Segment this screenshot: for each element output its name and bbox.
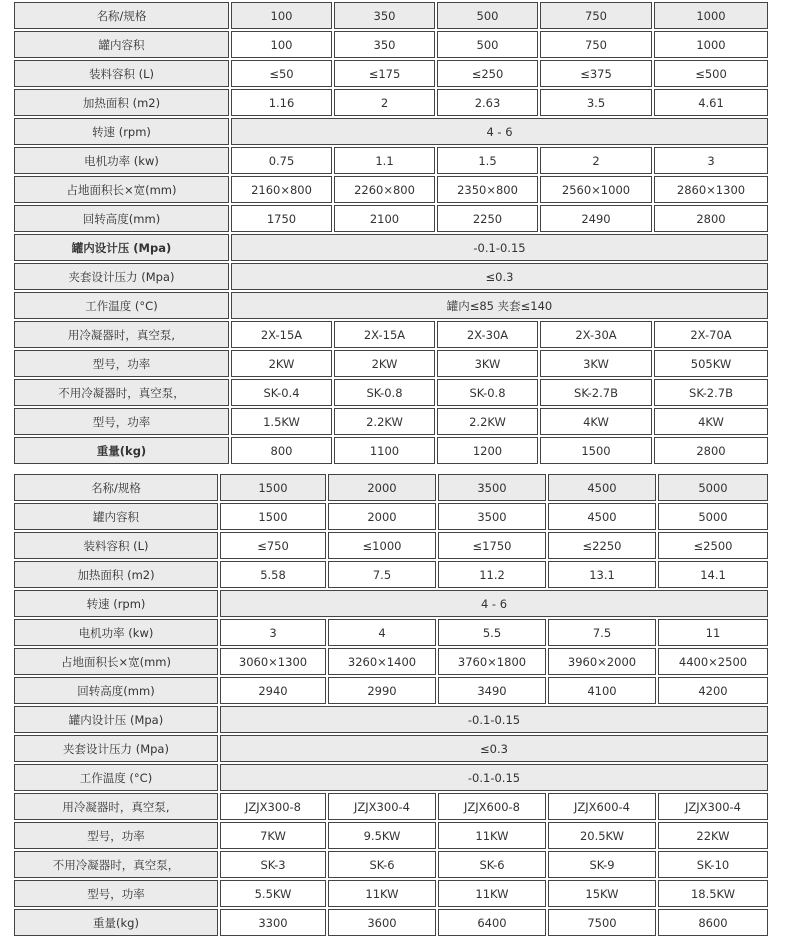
row-label: 用冷凝器时，真空泵, bbox=[14, 321, 229, 348]
value-cell: 2X-70A bbox=[654, 321, 768, 348]
spec-row bbox=[14, 648, 768, 675]
value-cell: JZJX600-4 bbox=[548, 793, 656, 820]
value-cell: ≤2500 bbox=[658, 532, 768, 559]
spanned-value-cell: -0.1-0.15 bbox=[220, 706, 768, 733]
value-cell: 4500 bbox=[548, 503, 656, 530]
row-label: 型号，功率 bbox=[14, 880, 218, 907]
value-cell: 3260×1400 bbox=[328, 648, 436, 675]
spanned-value-cell: 4 - 6 bbox=[220, 590, 768, 617]
value-cell: 500 bbox=[437, 31, 538, 58]
value-cell: 5.5 bbox=[438, 619, 546, 646]
value-cell: ≤375 bbox=[540, 60, 652, 87]
row-label: 罐内容积 bbox=[14, 31, 229, 58]
value-cell: 3KW bbox=[437, 350, 538, 377]
value-cell: 2260×800 bbox=[334, 176, 435, 203]
row-label: 电机功率 (kw) bbox=[14, 147, 229, 174]
spec-row bbox=[14, 2, 768, 29]
value-cell: 2.2KW bbox=[334, 408, 435, 435]
value-cell: 2.2KW bbox=[437, 408, 538, 435]
value-cell: 13.1 bbox=[548, 561, 656, 588]
spec-table-large bbox=[12, 472, 770, 938]
value-cell: 11KW bbox=[328, 880, 436, 907]
value-cell: JZJX600-8 bbox=[438, 793, 546, 820]
value-cell: SK-0.8 bbox=[334, 379, 435, 406]
value-cell: 0.75 bbox=[231, 147, 332, 174]
value-cell: 750 bbox=[540, 2, 652, 29]
value-cell: 1.5 bbox=[437, 147, 538, 174]
value-cell: 2560×1000 bbox=[540, 176, 652, 203]
value-cell: 100 bbox=[231, 31, 332, 58]
value-cell: SK-9 bbox=[548, 851, 656, 878]
value-cell: 7KW bbox=[220, 822, 326, 849]
spanned-value-cell: ≤0.3 bbox=[220, 735, 768, 762]
row-label: 电机功率 (kw) bbox=[14, 619, 218, 646]
value-cell: 4200 bbox=[658, 677, 768, 704]
value-cell: 2KW bbox=[334, 350, 435, 377]
row-label: 占地面积长×宽(mm) bbox=[14, 176, 229, 203]
value-cell: 2000 bbox=[328, 503, 436, 530]
value-cell: SK-6 bbox=[438, 851, 546, 878]
value-cell: SK-2.7B bbox=[654, 379, 768, 406]
row-label: 回转高度(mm) bbox=[14, 205, 229, 232]
spec-table-small-body bbox=[14, 2, 768, 464]
spec-row bbox=[14, 735, 768, 762]
value-cell: 18.5KW bbox=[658, 880, 768, 907]
spec-row bbox=[14, 561, 768, 588]
value-cell: JZJX300-4 bbox=[658, 793, 768, 820]
spanned-value-cell: -0.1-0.15 bbox=[220, 764, 768, 791]
row-label: 回转高度(mm) bbox=[14, 677, 218, 704]
spec-row bbox=[14, 706, 768, 733]
spec-row bbox=[14, 321, 768, 348]
spec-row bbox=[14, 176, 768, 203]
row-label: 罐内容积 bbox=[14, 503, 218, 530]
value-cell: SK-0.4 bbox=[231, 379, 332, 406]
value-cell: SK-2.7B bbox=[540, 379, 652, 406]
row-label: 装料容积 (L) bbox=[14, 60, 229, 87]
value-cell: 2490 bbox=[540, 205, 652, 232]
spec-row bbox=[14, 379, 768, 406]
spec-row bbox=[14, 234, 768, 261]
row-label: 加热面积 (m2) bbox=[14, 89, 229, 116]
value-cell: 7500 bbox=[548, 909, 656, 936]
value-cell: 11KW bbox=[438, 880, 546, 907]
value-cell: 350 bbox=[334, 2, 435, 29]
value-cell: 350 bbox=[334, 31, 435, 58]
spec-row bbox=[14, 474, 768, 501]
value-cell: 3600 bbox=[328, 909, 436, 936]
row-label: 工作温度 (°C) bbox=[14, 292, 229, 319]
value-cell: 1750 bbox=[231, 205, 332, 232]
value-cell: 20.5KW bbox=[548, 822, 656, 849]
spec-row bbox=[14, 590, 768, 617]
value-cell: 3300 bbox=[220, 909, 326, 936]
value-cell: 15KW bbox=[548, 880, 656, 907]
value-cell: 2X-30A bbox=[540, 321, 652, 348]
value-cell: 1500 bbox=[220, 503, 326, 530]
value-cell: SK-10 bbox=[658, 851, 768, 878]
value-cell: 3.5 bbox=[540, 89, 652, 116]
row-label: 重量(kg) bbox=[14, 909, 218, 936]
value-cell: 800 bbox=[231, 437, 332, 464]
spec-table-small bbox=[12, 0, 770, 466]
value-cell: 2800 bbox=[654, 205, 768, 232]
value-cell: 500 bbox=[437, 2, 538, 29]
value-cell: 2X-15A bbox=[231, 321, 332, 348]
spec-row bbox=[14, 350, 768, 377]
spec-row bbox=[14, 822, 768, 849]
spec-row bbox=[14, 437, 768, 464]
value-cell: 2800 bbox=[654, 437, 768, 464]
value-cell: 2.63 bbox=[437, 89, 538, 116]
value-cell: 505KW bbox=[654, 350, 768, 377]
spec-row bbox=[14, 408, 768, 435]
spec-row bbox=[14, 89, 768, 116]
row-label: 罐内设计压 (Mpa) bbox=[14, 234, 229, 261]
spec-row bbox=[14, 619, 768, 646]
value-cell: 2990 bbox=[328, 677, 436, 704]
value-cell: JZJX300-4 bbox=[328, 793, 436, 820]
spec-row bbox=[14, 909, 768, 936]
value-cell: 2000 bbox=[328, 474, 436, 501]
value-cell: ≤2250 bbox=[548, 532, 656, 559]
row-label: 工作温度 (°C) bbox=[14, 764, 218, 791]
value-cell: 2 bbox=[334, 89, 435, 116]
row-label: 装料容积 (L) bbox=[14, 532, 218, 559]
value-cell: 1.16 bbox=[231, 89, 332, 116]
value-cell: 4400×2500 bbox=[658, 648, 768, 675]
value-cell: 4KW bbox=[654, 408, 768, 435]
spec-row bbox=[14, 292, 768, 319]
row-label: 名称/规格 bbox=[14, 474, 218, 501]
value-cell: 11KW bbox=[438, 822, 546, 849]
value-cell: 3490 bbox=[438, 677, 546, 704]
spec-row bbox=[14, 503, 768, 530]
value-cell: 11.2 bbox=[438, 561, 546, 588]
row-label: 型号，功率 bbox=[14, 822, 218, 849]
value-cell: 1000 bbox=[654, 31, 768, 58]
spec-row bbox=[14, 118, 768, 145]
value-cell: 5000 bbox=[658, 503, 768, 530]
spec-row bbox=[14, 851, 768, 878]
value-cell: JZJX300-8 bbox=[220, 793, 326, 820]
value-cell: 1500 bbox=[220, 474, 326, 501]
value-cell: 14.1 bbox=[658, 561, 768, 588]
value-cell: 7.5 bbox=[328, 561, 436, 588]
value-cell: 3960×2000 bbox=[548, 648, 656, 675]
row-label: 转速 (rpm) bbox=[14, 118, 229, 145]
value-cell: 1100 bbox=[334, 437, 435, 464]
value-cell: 4.61 bbox=[654, 89, 768, 116]
spanned-value-cell: 罐内≤85 夹套≤140 bbox=[231, 292, 768, 319]
row-label: 不用冷凝器时，真空泵， bbox=[14, 379, 229, 406]
row-label: 名称/规格 bbox=[14, 2, 229, 29]
spec-row bbox=[14, 263, 768, 290]
value-cell: 4KW bbox=[540, 408, 652, 435]
value-cell: 1.5KW bbox=[231, 408, 332, 435]
value-cell: 3 bbox=[654, 147, 768, 174]
row-label: 型号，功率 bbox=[14, 350, 229, 377]
value-cell: 4100 bbox=[548, 677, 656, 704]
value-cell: 2100 bbox=[334, 205, 435, 232]
value-cell: 2X-30A bbox=[437, 321, 538, 348]
value-cell: 3KW bbox=[540, 350, 652, 377]
value-cell: ≤50 bbox=[231, 60, 332, 87]
value-cell: 5.58 bbox=[220, 561, 326, 588]
value-cell: 2860×1300 bbox=[654, 176, 768, 203]
value-cell: 2X-15A bbox=[334, 321, 435, 348]
row-label: 用冷凝器时，真空泵, bbox=[14, 793, 218, 820]
row-label: 占地面积长×宽(mm) bbox=[14, 648, 218, 675]
value-cell: 7.5 bbox=[548, 619, 656, 646]
value-cell: ≤1750 bbox=[438, 532, 546, 559]
row-label: 加热面积 (m2) bbox=[14, 561, 218, 588]
value-cell: SK-6 bbox=[328, 851, 436, 878]
spec-row bbox=[14, 532, 768, 559]
value-cell: 4 bbox=[328, 619, 436, 646]
row-label: 夹套设计压力 (Mpa) bbox=[14, 263, 229, 290]
spec-row bbox=[14, 31, 768, 58]
value-cell: 2250 bbox=[437, 205, 538, 232]
value-cell: ≤250 bbox=[437, 60, 538, 87]
row-label: 不用冷凝器时，真空泵， bbox=[14, 851, 218, 878]
spec-row bbox=[14, 793, 768, 820]
value-cell: 11 bbox=[658, 619, 768, 646]
value-cell: 750 bbox=[540, 31, 652, 58]
value-cell: 1500 bbox=[540, 437, 652, 464]
value-cell: 2350×800 bbox=[437, 176, 538, 203]
spanned-value-cell: 4 - 6 bbox=[231, 118, 768, 145]
row-label: 罐内设计压 (Mpa) bbox=[14, 706, 218, 733]
spec-row bbox=[14, 205, 768, 232]
value-cell: ≤750 bbox=[220, 532, 326, 559]
value-cell: 5.5KW bbox=[220, 880, 326, 907]
value-cell: 1.1 bbox=[334, 147, 435, 174]
value-cell: 4500 bbox=[548, 474, 656, 501]
spec-row bbox=[14, 60, 768, 87]
value-cell: ≤500 bbox=[654, 60, 768, 87]
value-cell: 100 bbox=[231, 2, 332, 29]
row-label: 夹套设计压力 (Mpa) bbox=[14, 735, 218, 762]
value-cell: 3760×1800 bbox=[438, 648, 546, 675]
spec-table-large-body bbox=[14, 474, 768, 936]
spec-row bbox=[14, 764, 768, 791]
row-label: 型号，功率 bbox=[14, 408, 229, 435]
value-cell: ≤1000 bbox=[328, 532, 436, 559]
value-cell: 3 bbox=[220, 619, 326, 646]
value-cell: 8600 bbox=[658, 909, 768, 936]
value-cell: 3500 bbox=[438, 503, 546, 530]
row-label: 重量(kg) bbox=[14, 437, 229, 464]
value-cell: SK-3 bbox=[220, 851, 326, 878]
value-cell: 2 bbox=[540, 147, 652, 174]
value-cell: SK-0.8 bbox=[437, 379, 538, 406]
value-cell: 2160×800 bbox=[231, 176, 332, 203]
value-cell: 1200 bbox=[437, 437, 538, 464]
spec-row bbox=[14, 880, 768, 907]
value-cell: 22KW bbox=[658, 822, 768, 849]
spec-row bbox=[14, 147, 768, 174]
value-cell: 1000 bbox=[654, 2, 768, 29]
value-cell: 5000 bbox=[658, 474, 768, 501]
row-label: 转速 (rpm) bbox=[14, 590, 218, 617]
value-cell: 2KW bbox=[231, 350, 332, 377]
spanned-value-cell: -0.1-0.15 bbox=[231, 234, 768, 261]
value-cell: 3500 bbox=[438, 474, 546, 501]
spec-row bbox=[14, 677, 768, 704]
value-cell: 2940 bbox=[220, 677, 326, 704]
value-cell: 9.5KW bbox=[328, 822, 436, 849]
value-cell: 6400 bbox=[438, 909, 546, 936]
value-cell: 3060×1300 bbox=[220, 648, 326, 675]
spanned-value-cell: ≤0.3 bbox=[231, 263, 768, 290]
value-cell: ≤175 bbox=[334, 60, 435, 87]
